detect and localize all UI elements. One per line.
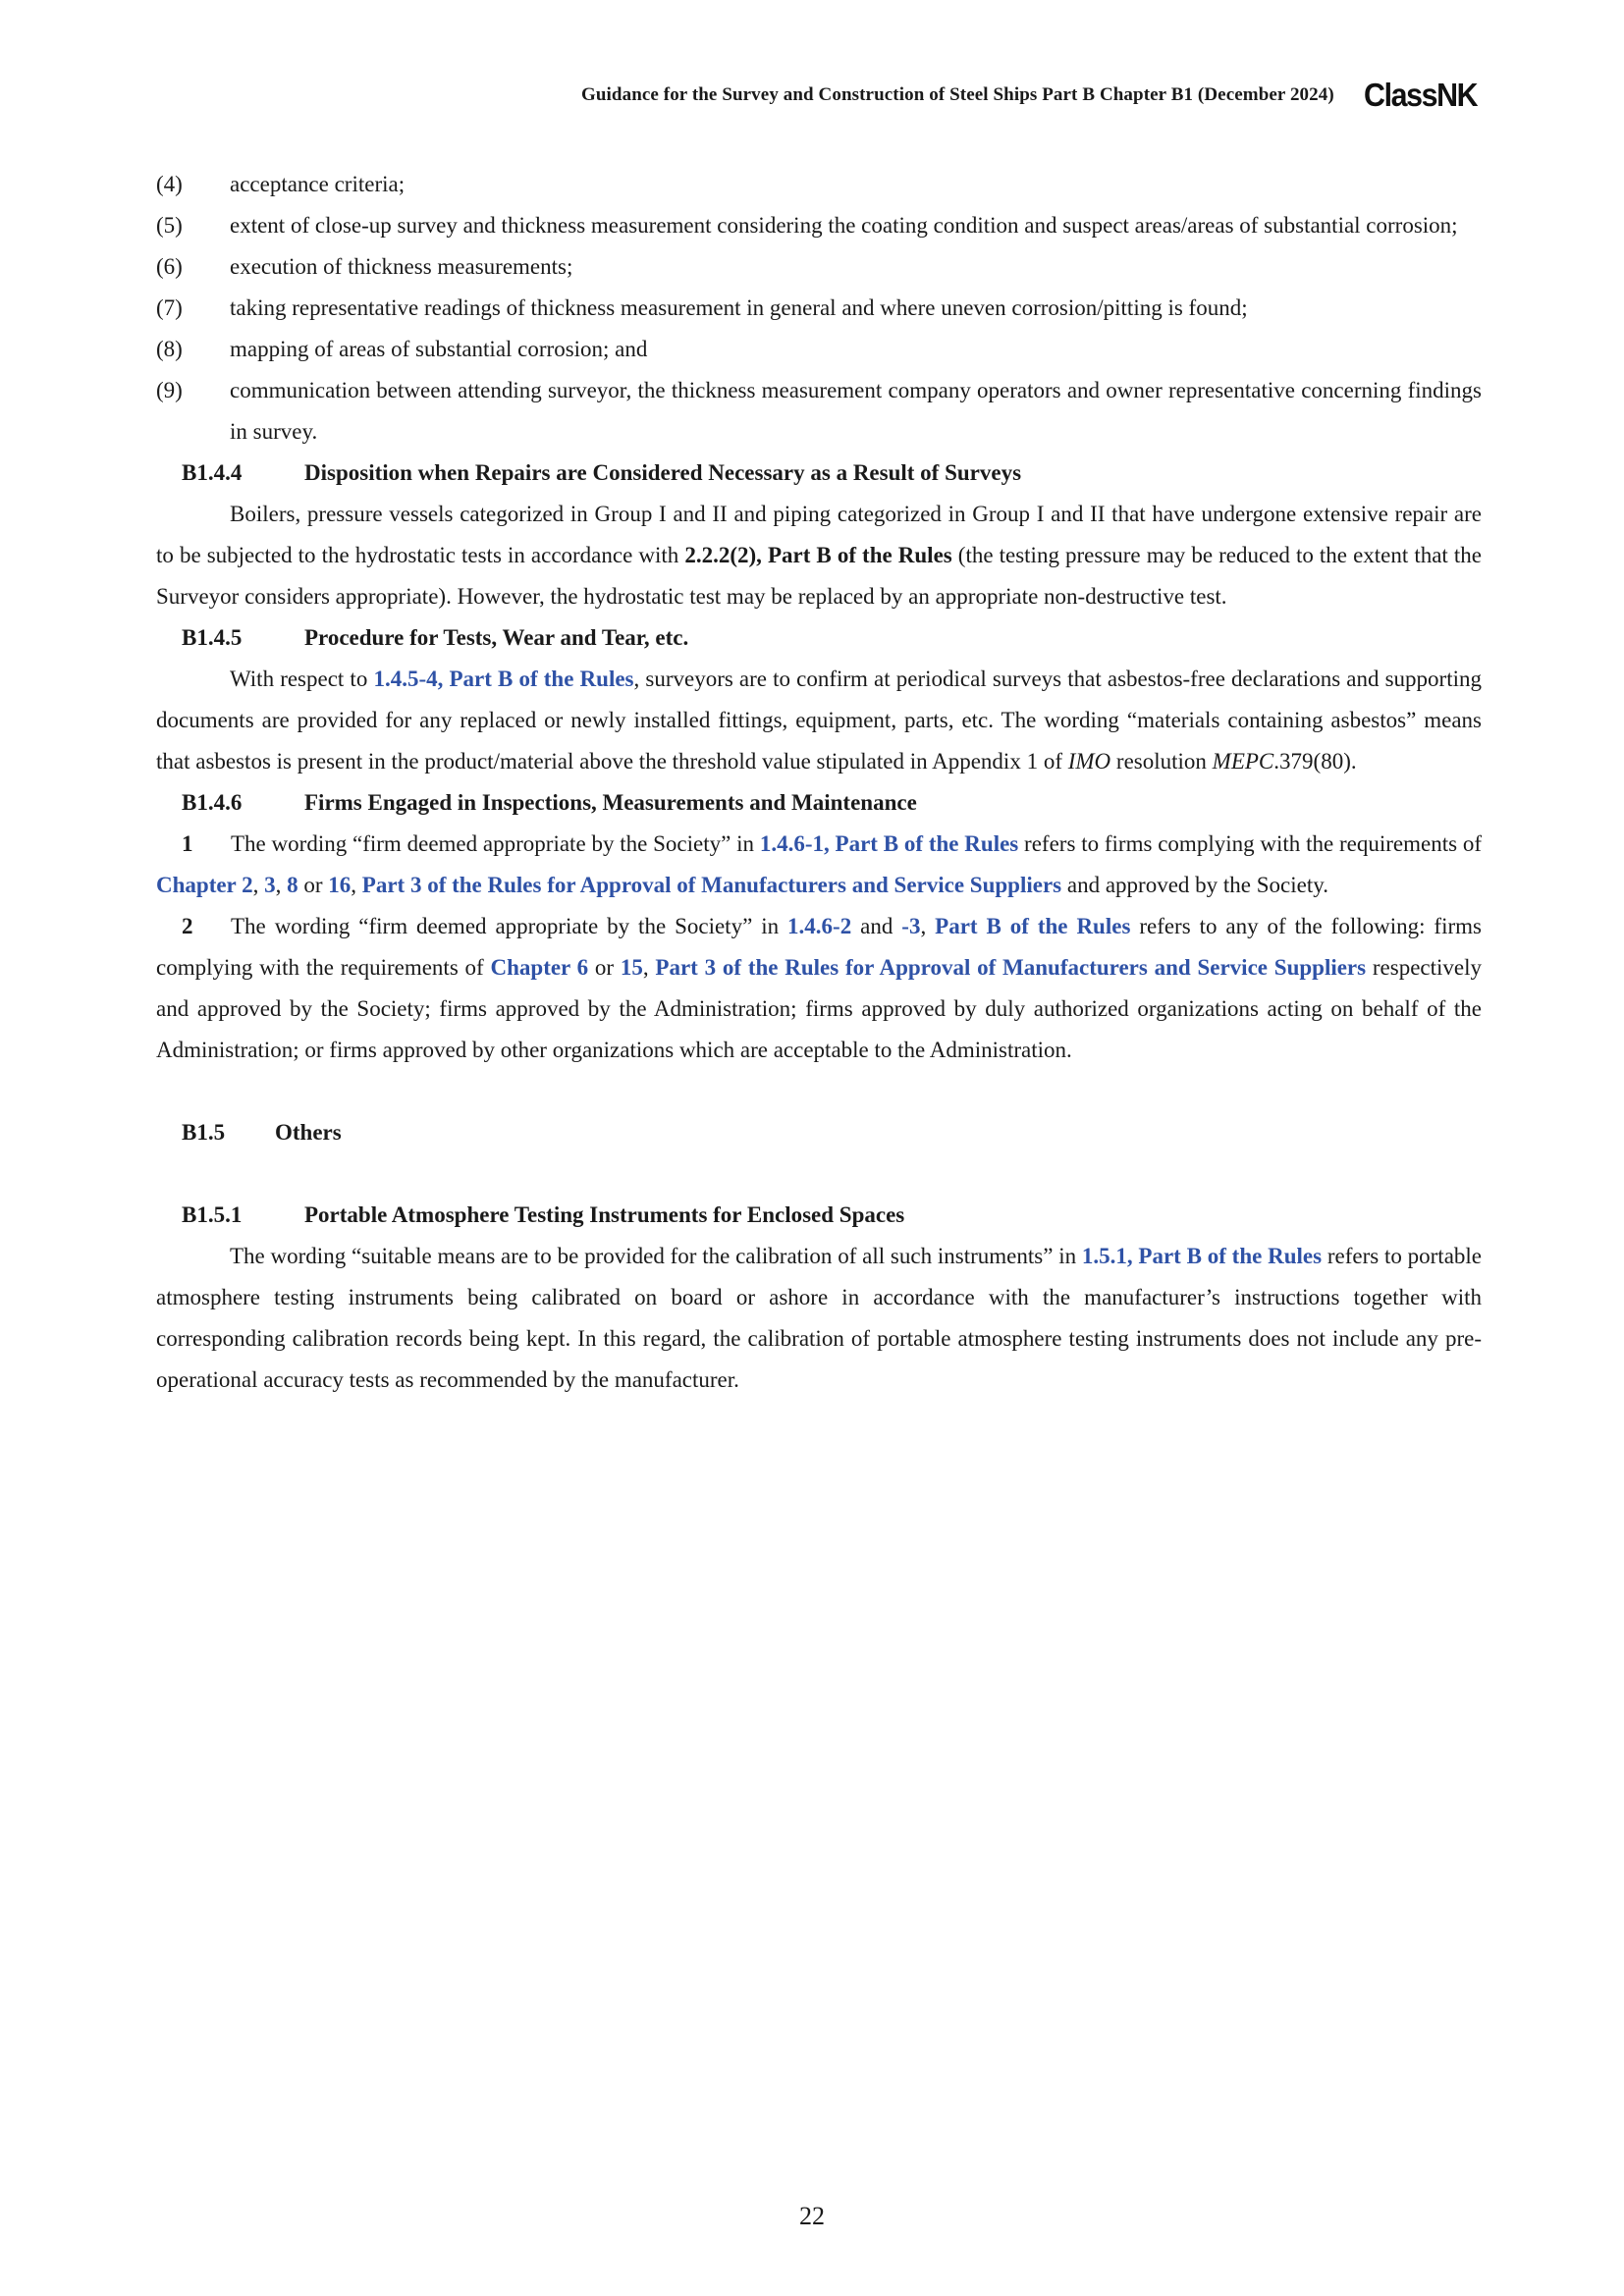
text: With respect to bbox=[230, 667, 374, 691]
section-title: Procedure for Tests, Wear and Tear, etc. bbox=[304, 625, 689, 650]
text-italic: IMO bbox=[1067, 749, 1111, 774]
rule-link[interactable]: 1.4.6-1, Part B of the Rules bbox=[759, 831, 1019, 856]
rule-link[interactable]: Part 3 of the Rules for Approval of Manufacturers and Service Suppliers bbox=[361, 873, 1062, 897]
list-text: taking representative readings of thickness measurement in general and where uneven corrosion/pitting is found; bbox=[230, 295, 1248, 320]
text: , surveyors are to confirm at periodical surveys that asbestos-free declarations and supporting documents are provided for any replaced or newly installed fittings, equipment, parts, etc. The wording “materials containing asbestos” means that asbestos is present in the product/material above the threshold value stipulated in Appendix 1 of bbox=[156, 667, 1482, 774]
paragraph-b1-4-4 bbox=[156, 494, 1482, 617]
list-text: extent of close-up survey and thickness measurement considering the coating condition and suspect areas/areas of substantial corrosion; bbox=[230, 213, 1458, 238]
page-content bbox=[156, 164, 1482, 1401]
rule-link[interactable]: 1.5.1, Part B of the Rules bbox=[1081, 1244, 1323, 1268]
section-number: B1.5 bbox=[182, 1120, 226, 1145]
list-text: mapping of areas of substantial corrosion; and bbox=[230, 337, 648, 361]
rule-reference: 2.2.2(2), Part B of the Rules bbox=[684, 543, 952, 567]
rule-link[interactable]: Chapter 6 bbox=[490, 955, 589, 980]
list-item bbox=[156, 329, 1482, 370]
section-title: Portable Atmosphere Testing Instruments for Enclosed Spaces bbox=[304, 1202, 905, 1227]
list-item bbox=[156, 164, 1482, 205]
text: , bbox=[642, 955, 656, 980]
text: , bbox=[275, 873, 288, 897]
text: or bbox=[298, 873, 329, 897]
paragraph-b1-5-1 bbox=[156, 1236, 1482, 1401]
rule-link[interactable]: -3 bbox=[901, 914, 921, 938]
paragraph-number: 2 bbox=[182, 914, 193, 938]
text: refers to any of the following: firms complying with the requirements of bbox=[156, 914, 1482, 980]
rule-link[interactable]: 8 bbox=[287, 873, 298, 897]
section-number: B1.4.5 bbox=[182, 625, 243, 650]
rule-link[interactable]: 15 bbox=[620, 955, 643, 980]
section-number: B1.5.1 bbox=[182, 1202, 243, 1227]
page-header bbox=[581, 77, 1477, 114]
text: or bbox=[588, 955, 621, 980]
header-title: Guidance for the Survey and Construction of Steel Ships Part B Chapter B1 (December 2024) bbox=[581, 84, 1334, 105]
list-number: (6) bbox=[156, 254, 183, 279]
rule-link[interactable]: Part 3 of the Rules for Approval of Manufacturers and Service Suppliers bbox=[655, 955, 1367, 980]
list-text: communication between attending surveyor, the thickness measurement company operators and owner representative concerning findings in survey. bbox=[230, 378, 1482, 444]
section-number: B1.4.4 bbox=[182, 460, 243, 485]
text: and bbox=[851, 914, 902, 938]
rule-link[interactable]: 1.4.5-4, Part B of the Rules bbox=[373, 667, 634, 691]
text: The wording “firm deemed appropriate by the Society” in bbox=[231, 831, 760, 856]
rule-link[interactable]: 16 bbox=[328, 873, 352, 897]
list-number: (7) bbox=[156, 295, 183, 320]
list-text: acceptance criteria; bbox=[230, 172, 406, 196]
section-heading-b1-4-6 bbox=[156, 782, 1482, 824]
text: , bbox=[252, 873, 265, 897]
section-heading-b1-4-5 bbox=[156, 617, 1482, 659]
text: , bbox=[351, 873, 362, 897]
page-number: 22 bbox=[799, 2202, 825, 2230]
section-heading-b1-5 bbox=[156, 1112, 1482, 1153]
text: , bbox=[920, 914, 936, 938]
text: respectively and approved by the Society; firms approved by the Administration; firms approved by duly authorized organizations acting on behalf of the Administration; or firms approved by other organizations which are acceptable to the Administration. bbox=[156, 955, 1482, 1062]
text: and approved by the Society. bbox=[1061, 873, 1329, 897]
list-number: (4) bbox=[156, 172, 183, 196]
list-number: (8) bbox=[156, 337, 183, 361]
section-title: Firms Engaged in Inspections, Measurements and Maintenance bbox=[304, 790, 917, 815]
section-heading-b1-4-4 bbox=[156, 453, 1482, 494]
rule-link[interactable]: 1.4.6-2 bbox=[787, 914, 852, 938]
list-item bbox=[156, 246, 1482, 288]
rule-link[interactable]: Part B of the Rules bbox=[935, 914, 1131, 938]
paragraph-b1-4-6-1 bbox=[156, 824, 1482, 906]
spacer bbox=[156, 1153, 1482, 1195]
list-item bbox=[156, 370, 1482, 453]
text: refers to portable atmosphere testing instruments being calibrated on board or ashore in accordance with the manufacturer’s instructions together with corresponding calibration records being kept. In this regard, the calibration of portable atmosphere testing instruments does not include any pre-operational accuracy tests as recommended by the manufacturer. bbox=[156, 1244, 1483, 1392]
paragraph-b1-4-6-2 bbox=[156, 906, 1482, 1071]
paragraph-number: 1 bbox=[182, 831, 193, 856]
text-italic: MEPC bbox=[1212, 749, 1274, 774]
list-item bbox=[156, 288, 1482, 329]
classnk-logo: ClassNK bbox=[1363, 77, 1477, 113]
paragraph-b1-4-5 bbox=[156, 659, 1482, 782]
section-title: Disposition when Repairs are Considered Necessary as a Result of Surveys bbox=[304, 460, 1022, 485]
list-number: (9) bbox=[156, 378, 183, 402]
text: The wording “suitable means are to be provided for the calibration of all such instruments” in bbox=[230, 1244, 1082, 1268]
list-number: (5) bbox=[156, 213, 183, 238]
rule-link[interactable]: 3 bbox=[264, 873, 276, 897]
spacer bbox=[156, 1071, 1482, 1112]
rule-link[interactable]: Chapter 2 bbox=[156, 873, 253, 897]
text: resolution bbox=[1110, 749, 1213, 774]
section-title: Others bbox=[275, 1120, 342, 1145]
list-text: execution of thickness measurements; bbox=[230, 254, 573, 279]
text: The wording “firm deemed appropriate by the Society” in bbox=[231, 914, 788, 938]
section-number: B1.4.6 bbox=[182, 790, 243, 815]
list-item bbox=[156, 205, 1482, 246]
text: (the testing pressure may be reduced to the extent that the Surveyor considers appropriate). However, the hydrostatic test may be replaced by an appropriate non-destructive test. bbox=[156, 543, 1482, 609]
text: .379(80). bbox=[1273, 749, 1357, 774]
text: Boilers, pressure vessels categorized in Group I and II and piping categorized in Group I and II that have undergone extensive repair are to be subjected to the hydrostatic tests in accordance with bbox=[156, 502, 1482, 567]
text: refers to firms complying with the requirements of bbox=[1018, 831, 1482, 856]
section-heading-b1-5-1 bbox=[156, 1195, 1482, 1236]
